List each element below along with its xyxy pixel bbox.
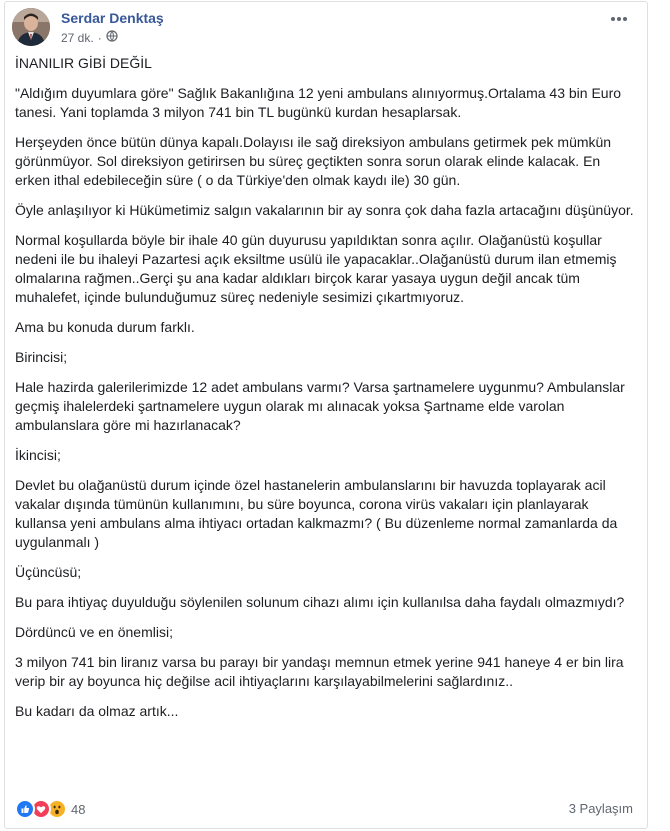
post-paragraph: "Aldığım duyumlara göre" Sağlık Bakanlığına 12 yeni ambulans alınıyormuş.Ortalama 43 bin Euro tanesi. Yani toplamda 3 milyon 741 bin TL bugünkü kurdan hesaplarsak. — [15, 85, 622, 120]
post-paragraph: 3 milyon 741 bin liranız varsa bu parayı bir yandaşı memnun etmek yerine 941 haneye 4 er bin lira verip bir ay boyunca hiç değilse acil ihtiyaçlarını karşılayabilmelerini sağlardınız.. — [15, 654, 624, 689]
post-footer — [15, 796, 637, 820]
post-paragraph: Hale hazirda galerilerimizde 12 adet ambulans varmı? Varsa şartnamelere uygunmu? Ambulanslar geçmiş ihalelerdeki şartnamelere uygun olarak mı alınacak yoksa Şartname elde varolan ambulanslara göre mi hazırlanacak? — [15, 379, 625, 433]
post-paragraph: Ama bu konuda durum farklı. — [15, 319, 195, 335]
post-card — [4, 1, 648, 829]
post-header — [11, 8, 631, 52]
post-paragraph: Birincisi; — [15, 349, 68, 365]
post-paragraph: İkincisi; — [15, 447, 61, 463]
profile-photo-icon — [12, 8, 50, 46]
post-paragraph: Bu kadarı da olmaz artık... — [15, 703, 179, 719]
post-paragraph: Herşeyden önce bütün dünya kapalı.Dolayısı ile sağ direksiyon ambulans getirmek pek mümkün görünmüyor. Sol direksiyon getirirsen bu süreç geçtikten sonra sorun olarak elinde kalacak. En erken ithal edebileceğin süre ( o da Türkiye'den olmak kaydı ile) 30 gün. — [15, 134, 612, 188]
reactions-count[interactable]: 48 — [71, 801, 86, 817]
post-paragraph: Öyle anlaşılıyor ki Hükümetimiz salgın vakalarının bir ay sonra çok daha fazla artacağını düşünüyor. — [15, 202, 634, 218]
post-paragraph: Devlet bu olağanüstü durum içinde özel hastanelerin ambulanslarını bir havuzda toplayarak acil vakalar dışında tümünün kullanımını, bu süre boyunca, corona virüs vakaları için planlayarak kullansa yeni ambulans alma ihtiyacı ortadan kalkmazmı? ( Bu düzenleme normal zamanlarda da uygulanmalı ) — [15, 477, 618, 550]
post-paragraph: Bu para ihtiyaç duyulduğu söylenilen solunum cihazı alımı için kullanılsa daha faydalı olmazmıydı? — [15, 594, 625, 610]
meta-separator: · — [97, 30, 102, 45]
post-paragraph: İNANILIR GİBİ DEĞİL — [15, 55, 152, 71]
post-paragraph: Dördüncü ve en önemlisi; — [15, 624, 173, 640]
post-body — [15, 54, 635, 732]
avatar[interactable] — [12, 8, 50, 46]
post-paragraph: Üçüncüsü; — [15, 564, 82, 580]
more-options-icon[interactable] — [609, 12, 629, 24]
like-icon[interactable] — [15, 799, 35, 819]
author-name[interactable]: Serdar Denktaş — [61, 10, 164, 26]
post-meta — [61, 30, 118, 45]
reactions-summary[interactable] — [15, 799, 85, 819]
globe-icon[interactable] — [106, 30, 118, 45]
post-paragraph: Normal koşullarda böyle bir ihale 40 gün duyurusu yapıldıktan sonra açılır. Olağanüstü koşullar nedeni ile bu ihaleyi Pazartesi açık eksiltme usülü ile yapacaklar..Olağanüstü durum ilan etmemiş olmalarına rağmen..Gerçi şu ana kadar aldıkları birçok karar yasaya uygun değil ancak tüm muhalefet, içinde bulunduğumuz süreç nedeniyle sesimizi çıkartmıyoruz. — [15, 232, 617, 305]
shares-count[interactable]: 3 Paylaşım — [568, 801, 633, 816]
post-timestamp[interactable]: 27 dk. — [61, 30, 94, 45]
